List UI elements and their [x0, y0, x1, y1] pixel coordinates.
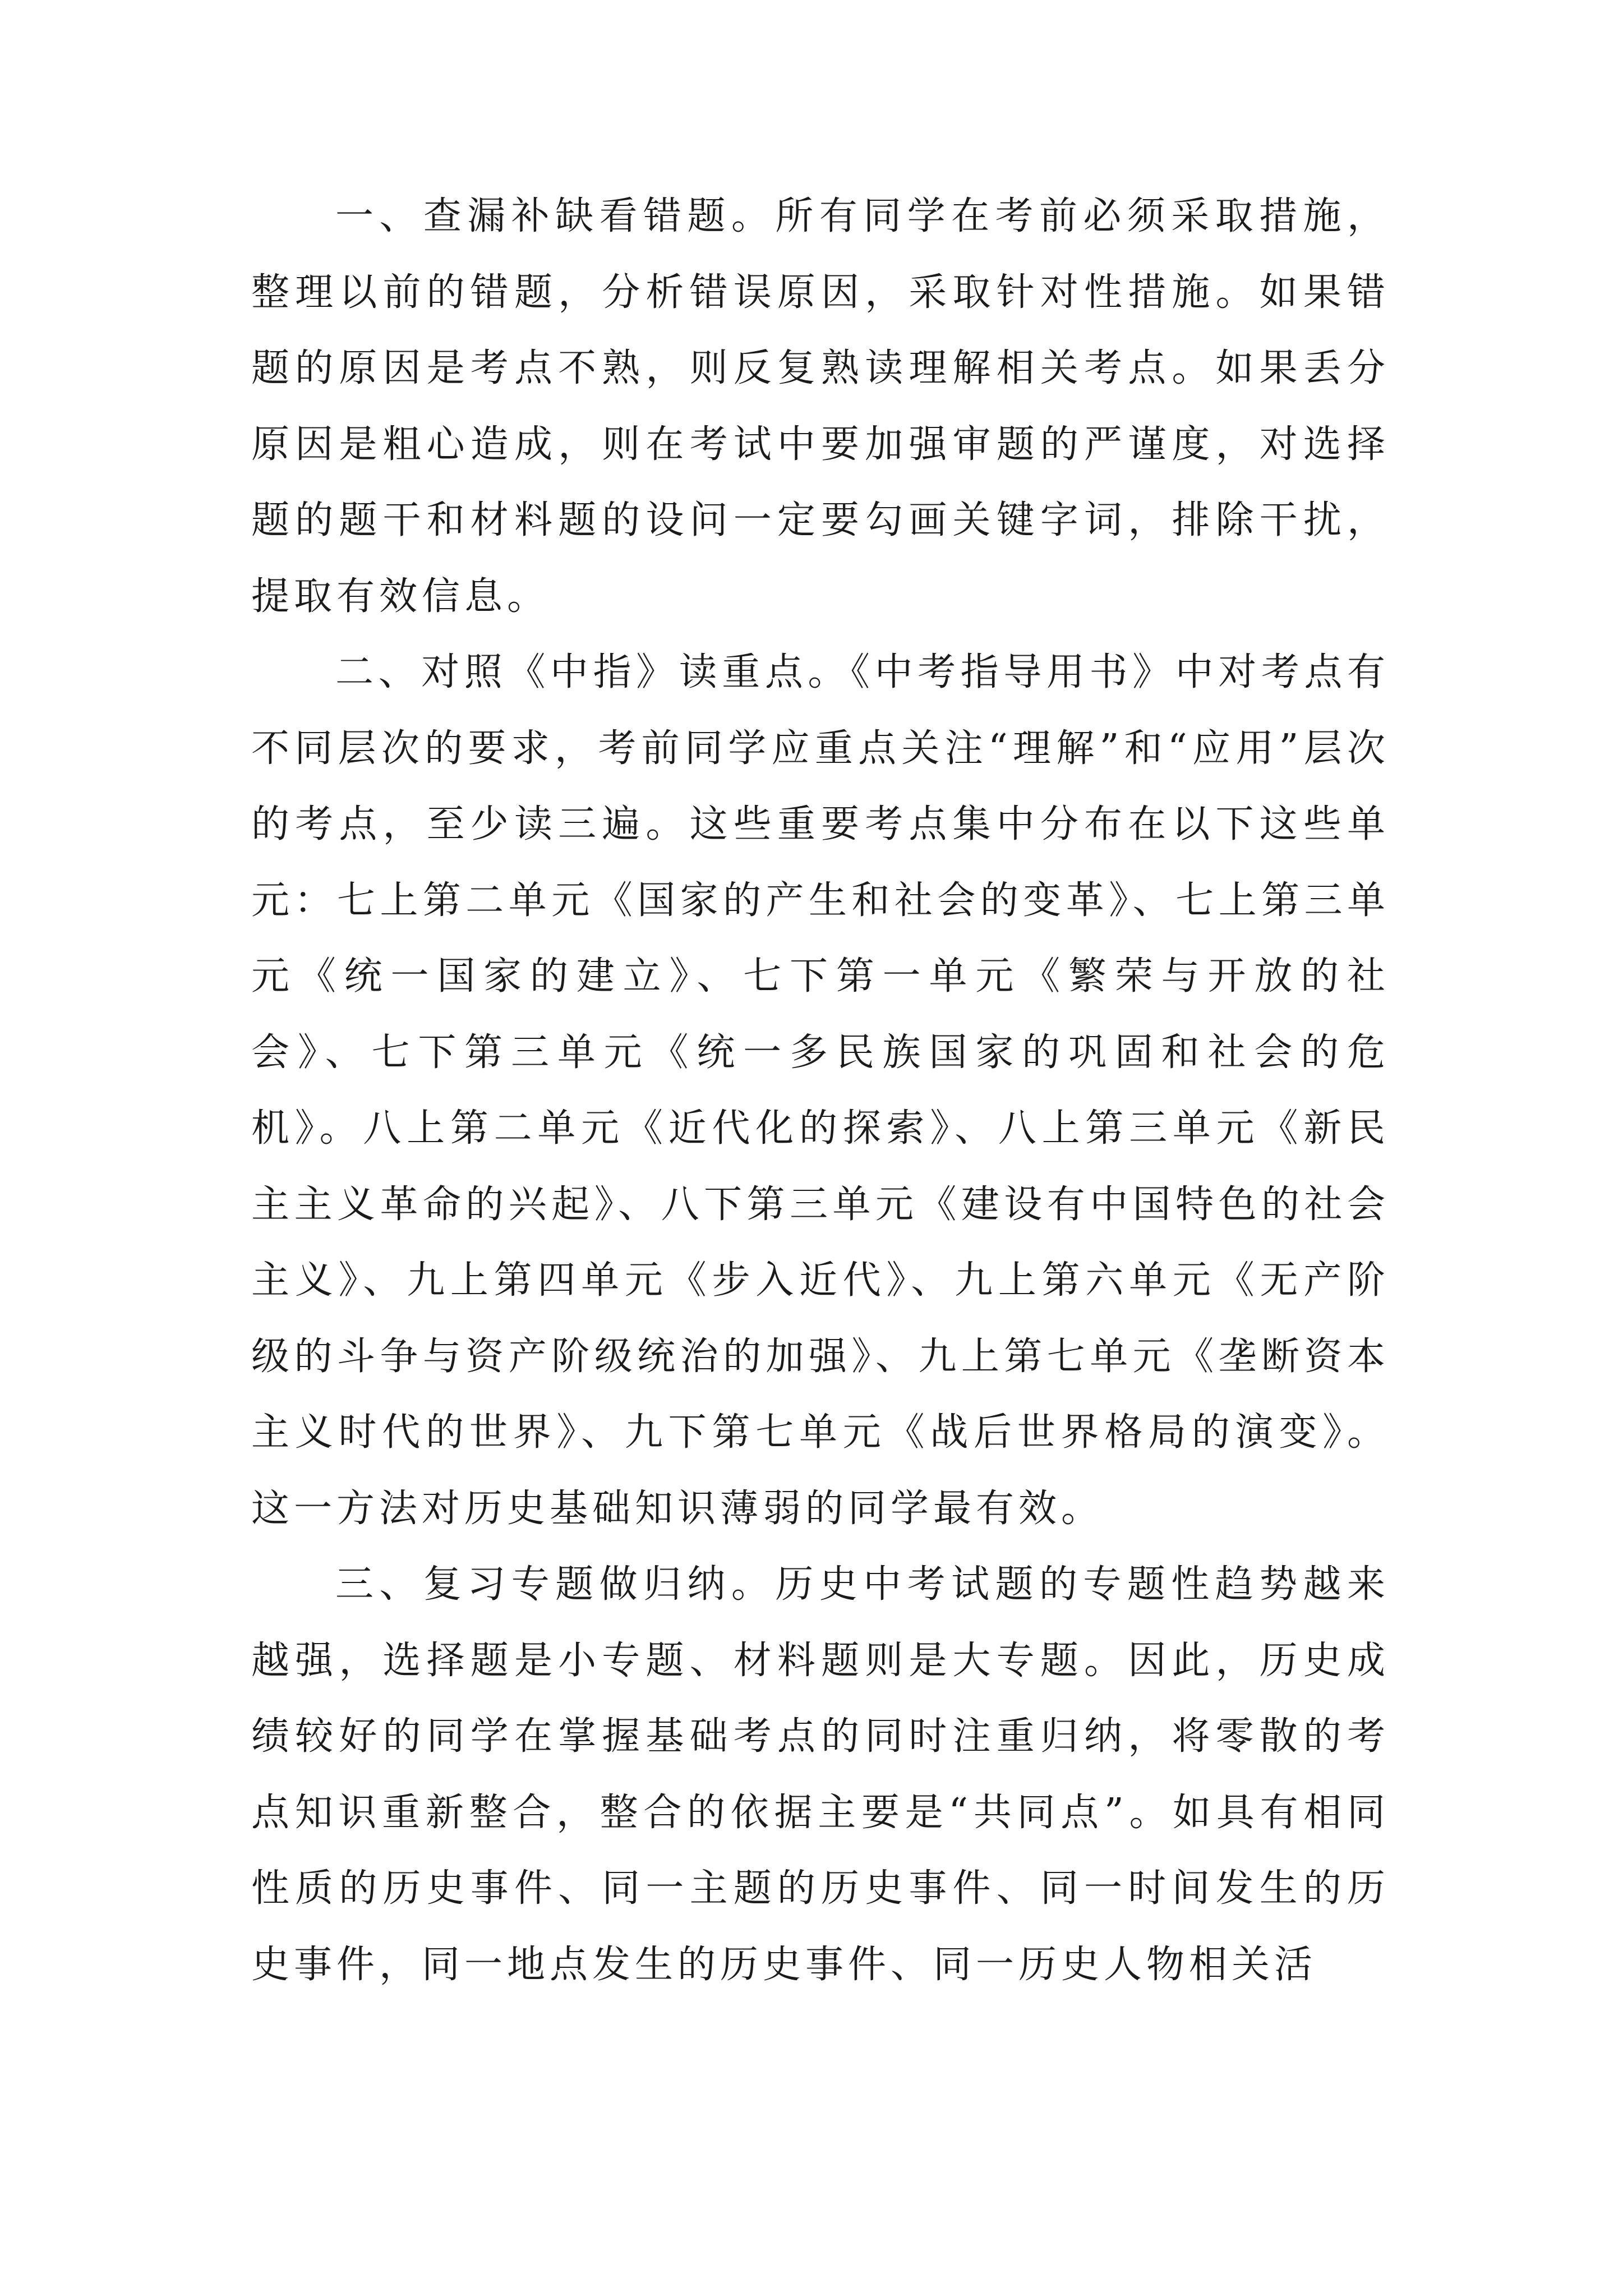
paragraph-1: 一、查漏补缺看错题。所有同学在考前必须采取措施，整理以前的错题，分析错误原因，采取针对性措施。如果错题的原因是考点不熟，则反复熟读理解相关考点。如果丢分原因是粗心造成，则在考试中要加强审题的严谨度，对选择题的题干和材料题的设问一定要勾画关键字词，排除干扰，提取有效信息。 — [251, 194, 1390, 619]
paragraph-3: 三、复习专题做归纳。历史中考试题的专题性趋势越来越强，选择题是小专题、材料题则是大专题。因此，历史成绩较好的同学在掌握基础考点的同时注重归纳，将零散的考点知识重新整合，整合的依据主要是“共同点”。如具有相同性质的历史事件、同一主题的历史事件、同一时间发生的历史事件，同一地点发生的历史事件、同一历史人物相关活 — [251, 1562, 1390, 1987]
document-body — [251, 178, 1390, 2003]
paragraph-2: 二、对照《中指》读重点。《中考指导用书》中对考点有不同层次的要求，考前同学应重点关注“理解”和“应用”层次的考点，至少读三遍。这些重要考点集中分布在以下这些单元：七上第二单元《国家的产生和社会的变革》、七上第三单元《统一国家的建立》、七下第一单元《繁荣与开放的社会》、七下第三单元《统一多民族国家的巩固和社会的危机》。八上第二单元《近代化的探索》、八上第三单元《新民主主义革命的兴起》、八下第三单元《建设有中国特色的社会主义》、九上第四单元《步入近代》、九上第六单元《无产阶级的斗争与资产阶级统治的加强》、九上第七单元《垄断资本主义时代的世界》、九下第七单元《战后世界格局的演变》。这一方法对历史基础知识薄弱的同学最有效。 — [251, 650, 1390, 1531]
